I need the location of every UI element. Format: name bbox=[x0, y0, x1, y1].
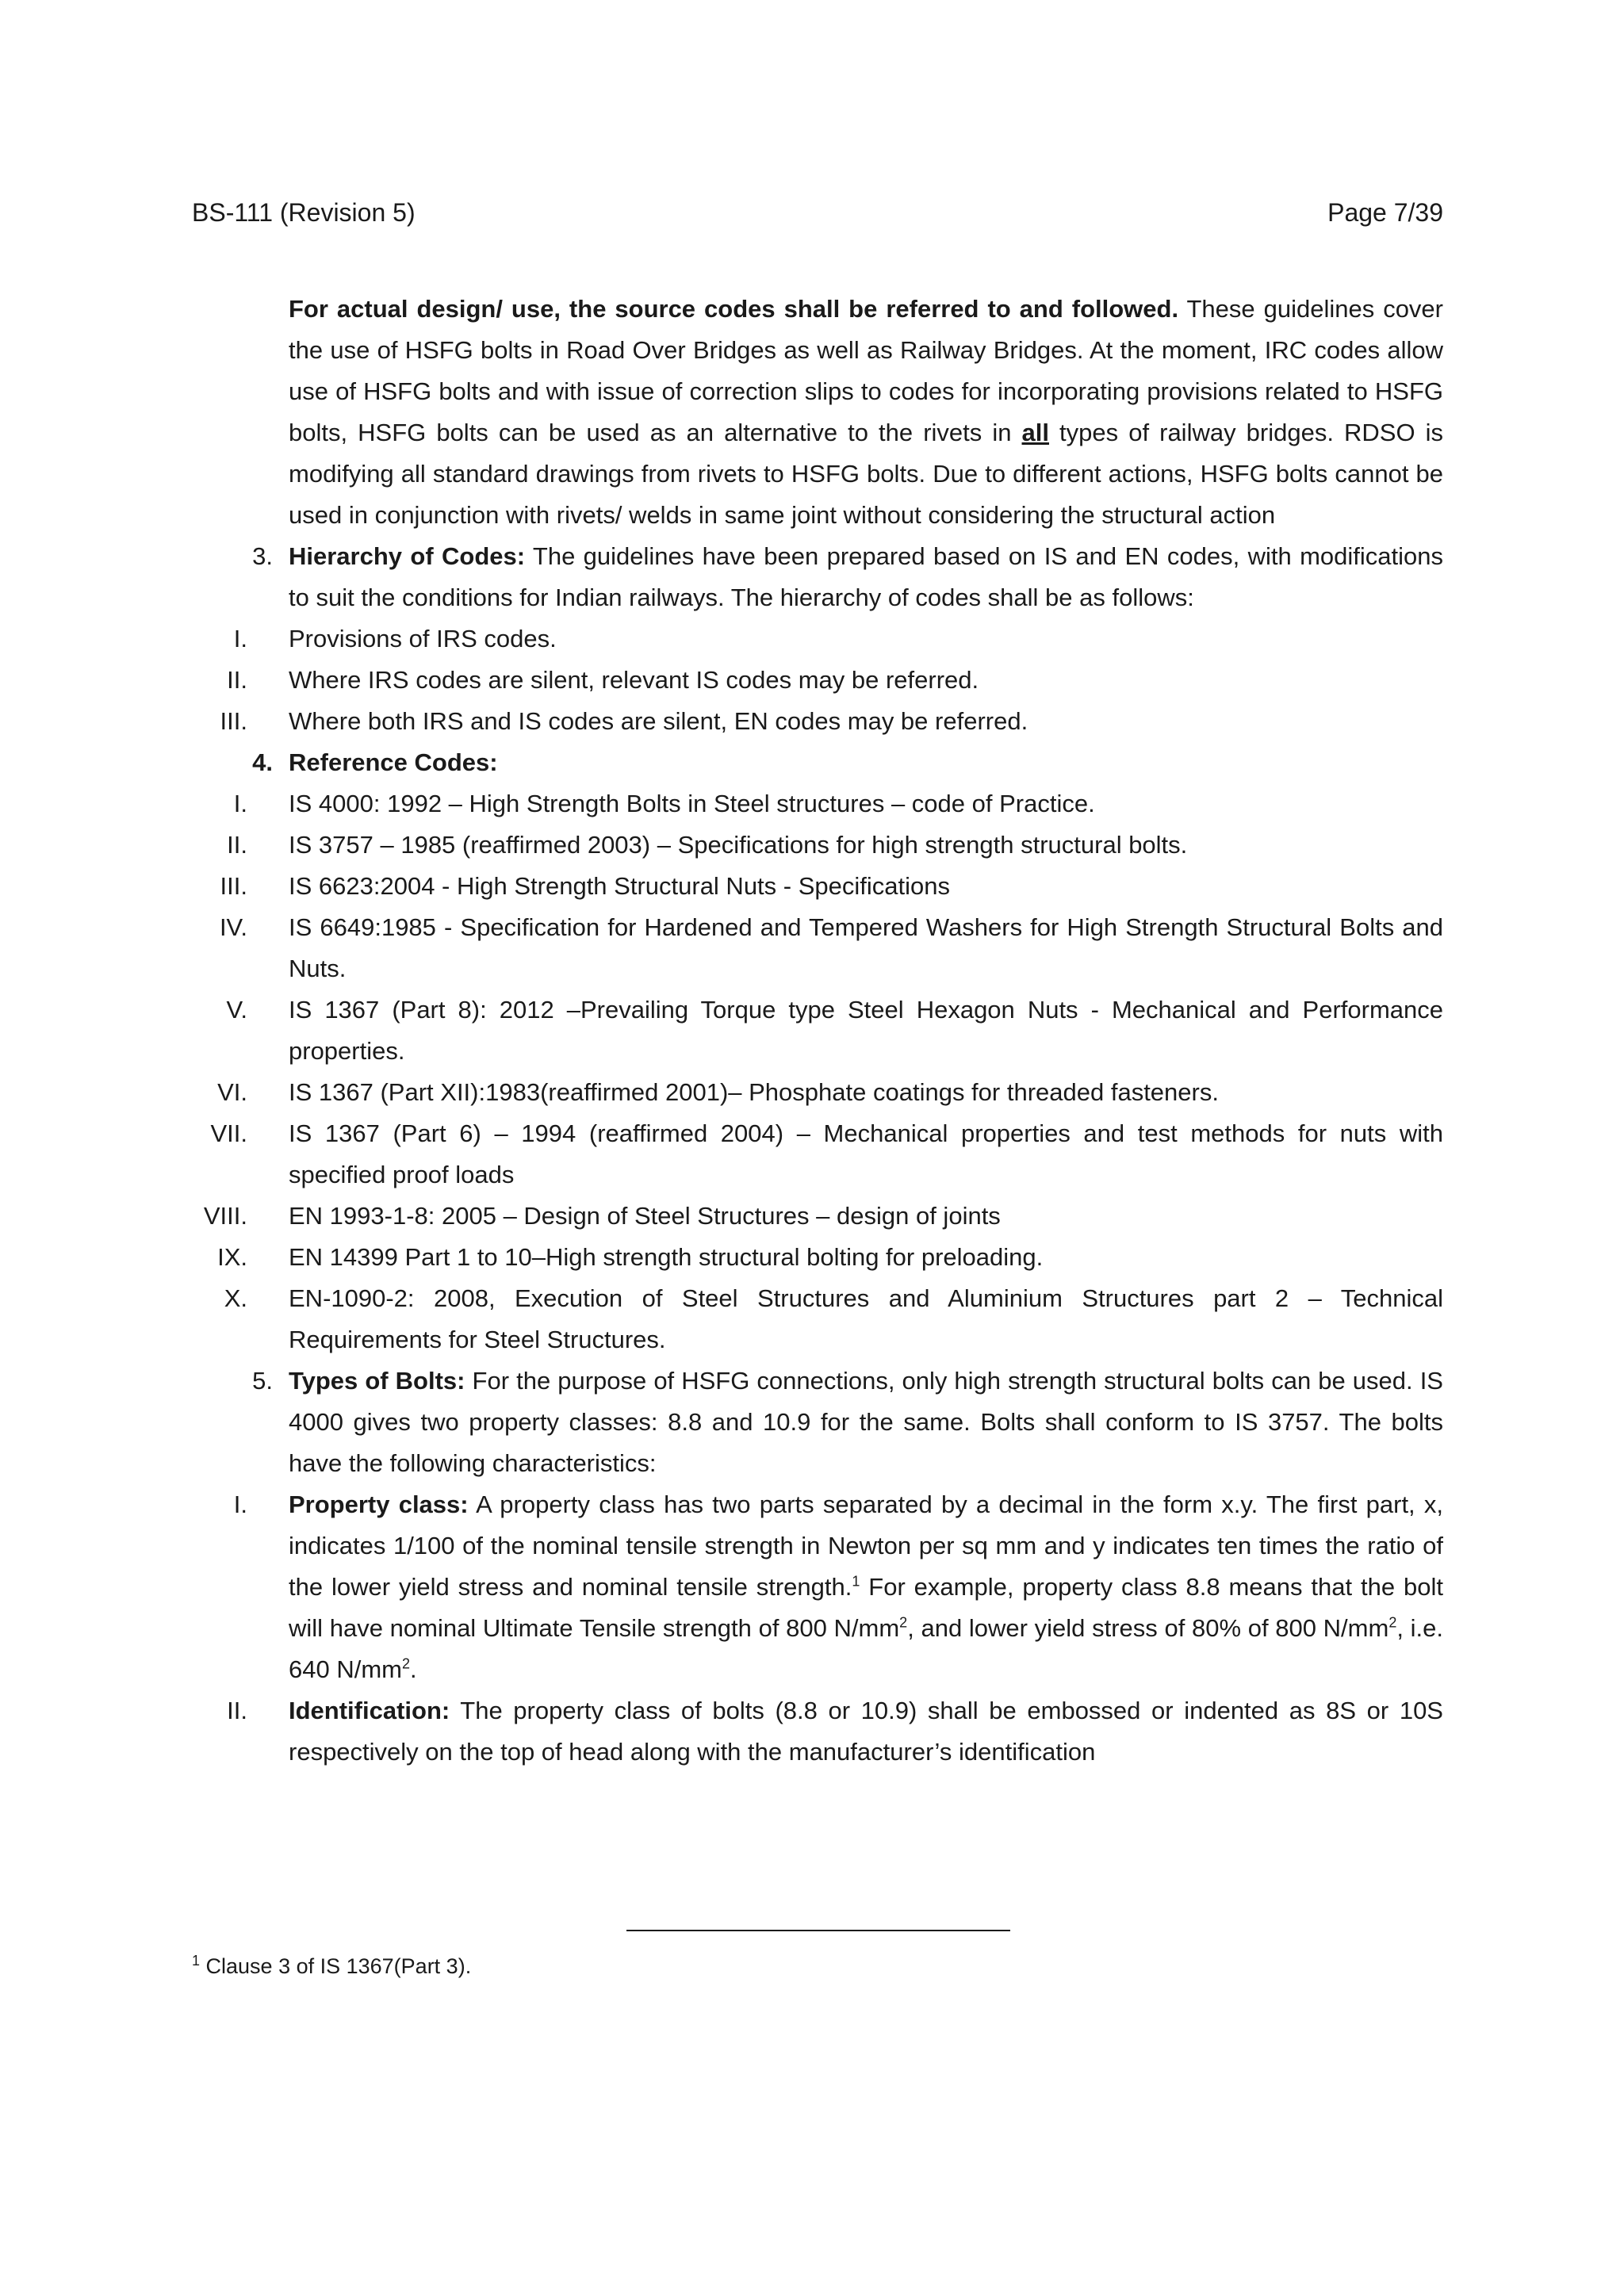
hierarchy-list bbox=[192, 618, 1443, 742]
footnote-ref: 1 bbox=[852, 1573, 860, 1590]
footnote-text: Clause 3 of IS 1367(Part 3). bbox=[200, 1954, 472, 1978]
list-item: III. Where both IRS and IS codes are silent, EN codes may be referred. bbox=[220, 707, 1028, 735]
section-number: 4. bbox=[252, 748, 273, 776]
section-text: Types of Bolts: For the purpose of HSFG connections, only high strength structural bolts can be used. IS 4000 gives two property classes: 8.8 and 10.9 for the same. Bolts shall conform to IS 3757. The bolts have the following characteristics: bbox=[289, 1367, 1443, 1477]
intro-text-2: types of railway bridges. RDSO is modifying all standard drawings from rivets to HSFG bolts. Due to different actions, HSFG bolts cannot be used in conjunction with rivets/ welds in same joint without considering the structural action bbox=[289, 419, 1444, 529]
section-3 bbox=[192, 536, 1443, 618]
section-number: 3. bbox=[252, 542, 273, 570]
list-item: III. IS 6623:2004 - High Strength Structural Nuts - Specifications bbox=[220, 872, 950, 900]
list-item: IX. EN 14399 Part 1 to 10–High strength structural bolting for preloading. bbox=[217, 1243, 1044, 1271]
page-number: Page 7/39 bbox=[1327, 198, 1443, 227]
list-item: VII. IS 1367 (Part 6) – 1994 (reaffirmed 2004) – Mechanical properties and test methods for nuts with specified proof loads bbox=[210, 1119, 1443, 1188]
bolt-characteristics-list bbox=[192, 1484, 1443, 1773]
intro-bold-lead: For actual design/ use, the source codes shall be referred to and followed. bbox=[289, 295, 1179, 323]
intro-text-1: These guidelines cover the use of HSFG bolts in Road Over Bridges as well as Railway Bridges. At the moment, IRC codes allow use of HSFG bolts and with issue of correction slips to codes for incorporating provisions related to HSFG bolts, HSFG bolts can be used as an alternative to the rivets in bbox=[289, 295, 1443, 446]
section-title: Types of Bolts: bbox=[289, 1367, 465, 1395]
list-item: II. Where IRS codes are silent, relevant IS codes may be referred. bbox=[227, 666, 979, 694]
list-item: VIII. EN 1993-1-8: 2005 – Design of Steel Structures – design of joints bbox=[203, 1202, 1001, 1230]
section-4 bbox=[192, 742, 1443, 783]
list-item: VI. IS 1367 (Part XII):1983(reaffirmed 2001)– Phosphate coatings for threaded fasteners. bbox=[217, 1078, 1219, 1106]
section-text: Hierarchy of Codes: The guidelines have been prepared based on IS and EN codes, with modifications to suit the conditions for Indian railways. The hierarchy of codes shall be as follows: bbox=[289, 542, 1444, 611]
page-body bbox=[192, 289, 1443, 1773]
document-id: BS-111 (Revision 5) bbox=[192, 198, 416, 227]
list-item: IV. IS 6649:1985 - Specification for Hardened and Tempered Washers for High Strength Structural Bolts and Nuts. bbox=[219, 913, 1443, 982]
intro-emphasis: all bbox=[1021, 419, 1049, 446]
intro-paragraph bbox=[289, 289, 1443, 536]
list-item: I. Provisions of IRS codes. bbox=[233, 625, 557, 652]
section-number: 5. bbox=[252, 1367, 273, 1395]
footnote bbox=[192, 1950, 471, 1982]
footnote-divider bbox=[626, 1930, 1010, 1931]
list-item-identification: II. Identification: The property class of bolts (8.8 or 10.9) shall be embossed or indented as 8S or 10S respectively on the top of head along with the manufacturer’s identification bbox=[227, 1697, 1443, 1766]
list-item: V. IS 1367 (Part 8): 2012 –Prevailing Torque type Steel Hexagon Nuts - Mechanical and Performance properties. bbox=[226, 996, 1443, 1065]
footnote-mark: 1 bbox=[192, 1953, 201, 1969]
section-5 bbox=[192, 1360, 1443, 1484]
list-item-property-class: I. Property class: A property class has two parts separated by a decimal in the form x.y. The first part, x, indicates 1/100 of the nominal tensile strength in Newton per sq mm and y indicates ten times the ratio of the lower yield stress and nominal tensile strength.$^1$ For example, property class 8.8 means that the bolt will have nominal Ultimate Tensile strength of 800 $N/mm^2$, and lower yield stress of 80% of 800 $N/mm^2$, i.e. 640 $N/mm^2$. bbox=[233, 1490, 1444, 1683]
list-item: X. EN-1090-2: 2008, Execution of Steel Structures and Aluminium Structures part 2 – Technical Requirements for Steel Structures. bbox=[224, 1284, 1443, 1353]
section-title: Hierarchy of Codes: bbox=[289, 542, 526, 570]
list-item: I. IS 4000: 1992 – High Strength Bolts in Steel structures – code of Practice. bbox=[233, 790, 1095, 817]
reference-codes-list bbox=[192, 783, 1443, 1360]
page-header bbox=[192, 197, 1443, 228]
section-title: Reference Codes: bbox=[289, 748, 498, 776]
list-item: II. IS 3757 – 1985 (reaffirmed 2003) – Specifications for high strength structural bolts. bbox=[227, 831, 1188, 859]
